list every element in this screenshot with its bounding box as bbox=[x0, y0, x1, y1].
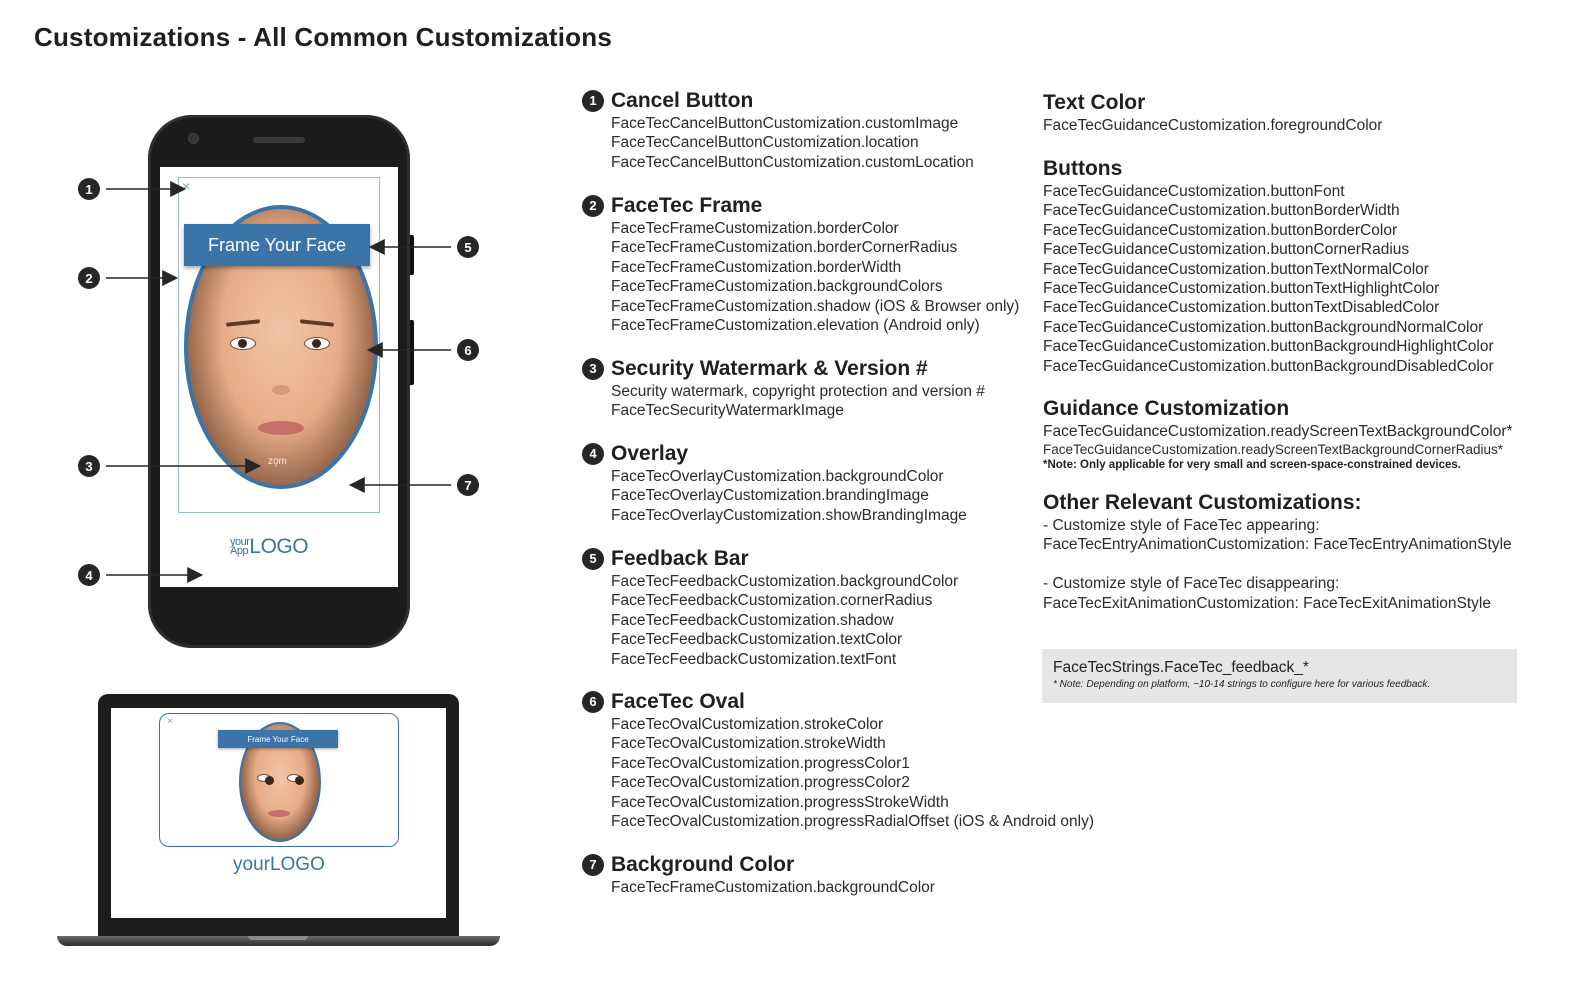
property-line: FaceTecEntryAnimationCustomization: FaceTecEntryAnimationStyle bbox=[1043, 536, 1512, 554]
section-lines bbox=[1043, 116, 1382, 135]
strings-box bbox=[1042, 649, 1517, 703]
property-line: FaceTecFeedbackCustomization.cornerRadius bbox=[611, 592, 933, 610]
property-line: FaceTecCancelButtonCustomization.customLocation bbox=[611, 153, 974, 171]
property-line: FaceTecGuidanceCustomization.buttonBorderColor bbox=[1043, 221, 1398, 239]
section-lines bbox=[1043, 516, 1512, 613]
section-title: 6 FaceTec Oval bbox=[611, 689, 1094, 715]
section-lines bbox=[611, 382, 985, 421]
section-lines bbox=[611, 219, 1019, 335]
property-line: FaceTecOvalCustomization.progressColor1 bbox=[611, 754, 910, 772]
property-line: FaceTecOvalCustomization.strokeColor bbox=[611, 716, 884, 733]
property-line: FaceTecGuidanceCustomization.buttonBackgroundHighlightColor bbox=[1043, 338, 1494, 356]
callout-2: 2 bbox=[78, 267, 100, 289]
property-line: FaceTecOvalCustomization.progressStrokeWidth bbox=[611, 793, 949, 811]
property-line: FaceTecOverlayCustomization.showBrandingImage bbox=[611, 506, 967, 524]
section-lines bbox=[1043, 182, 1494, 376]
property-line: - Customize style of FaceTec appearing: bbox=[1043, 517, 1320, 534]
callout-1: 1 bbox=[78, 178, 100, 200]
strings-box-main: FaceTecStrings.FaceTec_feedback_* bbox=[1053, 659, 1309, 676]
section-number: 4 bbox=[582, 443, 604, 465]
laptop-face-lips bbox=[268, 810, 290, 817]
property-line: FaceTecFeedbackCustomization.backgroundColor bbox=[611, 573, 959, 590]
section-facetec-oval bbox=[589, 689, 1095, 831]
laptop-cancel-button[interactable]: × bbox=[167, 716, 173, 727]
property-line: FaceTecGuidanceCustomization.buttonTextDisabledColor bbox=[1043, 299, 1440, 317]
feedback-bar: Frame Your Face bbox=[184, 224, 370, 266]
branding-logo-main: LOGO bbox=[249, 535, 309, 558]
property-line: FaceTecFrameCustomization.backgroundColor bbox=[611, 879, 935, 896]
laptop-branding-logo: yourLOGO bbox=[233, 854, 325, 875]
property-line-spacer bbox=[1043, 555, 1512, 574]
section-lines bbox=[611, 467, 967, 525]
section-lines bbox=[1043, 422, 1513, 473]
section-lines bbox=[611, 715, 1094, 831]
property-line: FaceTecFeedbackCustomization.shadow bbox=[611, 611, 894, 629]
section-number: 6 bbox=[582, 691, 604, 713]
property-line: FaceTecOvalCustomization.strokeWidth bbox=[611, 735, 886, 753]
property-line: FaceTecGuidanceCustomization.buttonBorderWidth bbox=[1043, 202, 1400, 220]
property-line: FaceTecFrameCustomization.borderCornerRadius bbox=[611, 239, 958, 257]
property-line: FaceTecGuidanceCustomization.buttonFont bbox=[1043, 183, 1345, 200]
property-line: - Customize style of FaceTec disappearing: bbox=[1043, 575, 1340, 593]
laptop-face-eye-right bbox=[287, 774, 301, 782]
property-line: FaceTecCancelButtonCustomization.location bbox=[611, 134, 919, 152]
section-lines bbox=[611, 114, 974, 172]
property-line: FaceTecGuidanceCustomization.buttonTextHighlightColor bbox=[1043, 280, 1440, 298]
callout-6: 6 bbox=[457, 339, 479, 361]
property-line: Security watermark, copyright protection and version # bbox=[611, 383, 985, 400]
property-line: FaceTecOvalCustomization.progressRadialOffset (iOS & Android only) bbox=[611, 813, 1095, 831]
property-line: FaceTecOverlayCustomization.brandingImage bbox=[611, 487, 929, 505]
laptop-face-eye-left bbox=[257, 774, 271, 782]
section-title: 5 Feedback Bar bbox=[611, 546, 958, 572]
property-line: FaceTecGuidanceCustomization.readyScreenTextBackgroundColor* bbox=[1043, 423, 1513, 440]
section-feedback-bar bbox=[589, 546, 959, 669]
section-title: 4 Overlay bbox=[611, 441, 967, 467]
section-text-color bbox=[1043, 90, 1382, 135]
property-line: FaceTecSecurityWatermarkImage bbox=[611, 402, 844, 420]
property-line: FaceTecExitAnimationCustomization: FaceTecExitAnimationStyle bbox=[1043, 594, 1491, 612]
property-line: FaceTecFrameCustomization.shadow (iOS & Browser only) bbox=[611, 297, 1020, 315]
property-line: FaceTecGuidanceCustomization.buttonBackgroundDisabledColor bbox=[1043, 357, 1494, 375]
section-number: 5 bbox=[582, 548, 604, 570]
property-line: FaceTecFrameCustomization.backgroundColors bbox=[611, 278, 943, 296]
section-background-color bbox=[589, 852, 935, 897]
section-number: 3 bbox=[582, 358, 604, 380]
guidance-note: *Note: Only applicable for very small and screen-space-constrained devices. bbox=[1043, 459, 1461, 472]
section-title: 2 FaceTec Frame bbox=[611, 193, 1019, 219]
section-title: 3 Security Watermark & Version # bbox=[611, 356, 985, 382]
property-line: FaceTecFeedbackCustomization.textFont bbox=[611, 650, 897, 668]
laptop-screen bbox=[111, 708, 446, 918]
strings-box-note: * Note: Depending on platform, ~10-14 strings to configure here for various feedback. bbox=[1053, 679, 1431, 690]
laptop-notch bbox=[248, 936, 308, 940]
section-title: 7 Background Color bbox=[611, 852, 935, 878]
property-line: FaceTecFeedbackCustomization.textColor bbox=[611, 631, 903, 649]
property-line: FaceTecGuidanceCustomization.readyScreenTextBackgroundCornerRadius* bbox=[1043, 442, 1503, 458]
section-guidance-customization bbox=[1043, 396, 1513, 473]
laptop-feedback-bar: Frame Your Face bbox=[218, 730, 338, 748]
section-lines bbox=[611, 878, 935, 897]
property-line: FaceTecFrameCustomization.borderColor bbox=[611, 220, 899, 237]
section-security-watermark bbox=[589, 356, 985, 421]
property-line: FaceTecGuidanceCustomization.foregroundColor bbox=[1043, 117, 1383, 134]
laptop-mockup bbox=[98, 694, 459, 936]
security-watermark: zo̥m bbox=[268, 456, 287, 467]
property-line: FaceTecOverlayCustomization.backgroundColor bbox=[611, 468, 944, 485]
callout-7: 7 bbox=[457, 474, 479, 496]
cancel-button[interactable]: × bbox=[182, 178, 191, 194]
property-line: FaceTecOvalCustomization.progressColor2 bbox=[611, 774, 910, 792]
section-facetec-frame bbox=[589, 193, 1020, 335]
section-title: Buttons bbox=[1043, 157, 1123, 180]
property-line: FaceTecFrameCustomization.borderWidth bbox=[611, 258, 902, 276]
section-number: 1 bbox=[582, 90, 604, 112]
branding-logo-prefix: your App bbox=[230, 536, 250, 558]
section-title: Text Color bbox=[1043, 91, 1146, 114]
section-title: 1 Cancel Button bbox=[611, 88, 974, 114]
section-number: 7 bbox=[582, 854, 604, 876]
section-title: Guidance Customization bbox=[1043, 397, 1290, 420]
property-line: FaceTecFrameCustomization.elevation (Android only) bbox=[611, 317, 980, 335]
section-overlay bbox=[589, 441, 967, 525]
section-cancel-button bbox=[589, 88, 974, 172]
property-line: FaceTecGuidanceCustomization.buttonCornerRadius bbox=[1043, 241, 1410, 259]
page-title: Customizations - All Common Customizations bbox=[34, 22, 613, 52]
property-line: FaceTecCancelButtonCustomization.customImage bbox=[611, 115, 959, 132]
section-number: 2 bbox=[582, 195, 604, 217]
callout-4: 4 bbox=[78, 564, 100, 586]
property-line: FaceTecGuidanceCustomization.buttonTextNormalColor bbox=[1043, 260, 1429, 278]
section-title: Other Relevant Customizations: bbox=[1043, 491, 1362, 514]
callout-5: 5 bbox=[457, 236, 479, 258]
callout-3: 3 bbox=[78, 455, 100, 477]
property-line: FaceTecGuidanceCustomization.buttonBackgroundNormalColor bbox=[1043, 318, 1484, 336]
section-buttons bbox=[1043, 156, 1494, 376]
section-lines bbox=[611, 572, 958, 669]
section-other-customizations bbox=[1043, 490, 1512, 613]
